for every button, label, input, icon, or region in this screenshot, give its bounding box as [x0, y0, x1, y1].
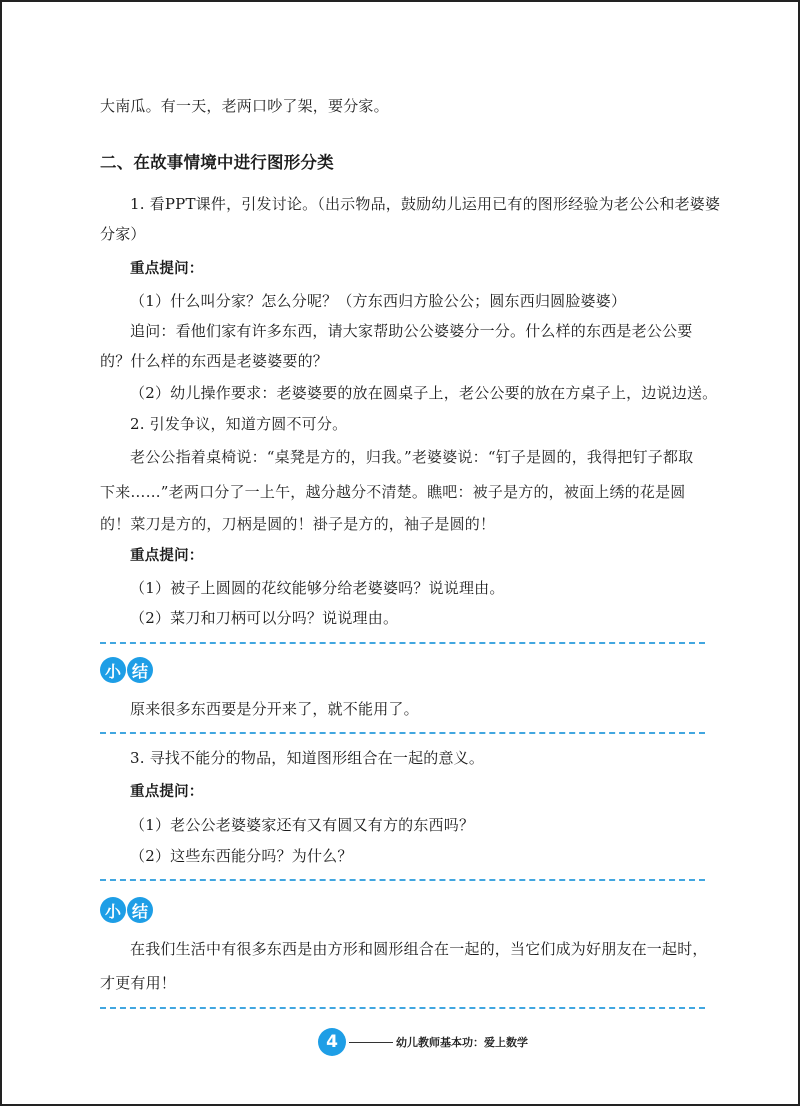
activity1-q1: （1）什么叫分家？怎么分呢？（方东西归方脸公公；圆东西归圆脸婆婆）: [130, 292, 627, 310]
activity1-q2: （2）幼儿操作要求：老婆婆要的放在圆桌子上，老公公要的放在方桌子上，边说边送。: [130, 384, 718, 402]
activity1-line2: 分家）: [100, 225, 146, 243]
key-question-label: 重点提问：: [130, 784, 204, 800]
page-footer: [318, 1028, 528, 1056]
summary-char-1: 小: [100, 657, 126, 683]
activity3-q1: （1）老公公老婆婆家还有又有圆又有方的东西吗？: [130, 816, 475, 834]
story-line1: 老公公指着桌椅说：“桌凳是方的，归我。”老婆婆说：“钉子是圆的，我得把钉子都取: [130, 448, 694, 466]
summary-title: [100, 895, 154, 925]
summary-char-1: 小: [100, 897, 126, 923]
activity2-q2: （2）菜刀和刀柄可以分吗？说说理由。: [130, 609, 399, 627]
activity3-line1: 3. 寻找不能分的物品，知道图形组合在一起的意义。: [130, 749, 485, 767]
activity2-line1: 2. 引发争议，知道方圆不可分。: [130, 415, 348, 433]
story-line2: 下来……”老两口分了一上午，越分越分不清楚。瞧吧：被子是方的，被面上绣的花是圆: [100, 483, 686, 501]
summary-title: [100, 655, 154, 685]
key-question-label: 重点提问：: [130, 261, 204, 277]
activity3-q2: （2）这些东西能分吗？为什么？: [130, 847, 353, 865]
activity1-line1: 1. 看PPT课件，引发讨论。（出示物品，鼓励幼儿运用已有的图形经验为老公公和老婆婆: [130, 195, 721, 213]
intro-line: 大南瓜。有一天，老两口吵了架，要分家。: [100, 97, 389, 115]
summary-char-2: 结: [127, 657, 153, 683]
book-title: 幼儿教师基本功：爱上数学: [396, 1036, 528, 1049]
summary-char-2: 结: [127, 897, 153, 923]
activity1-followup-line2: 的？什么样的东西是老婆婆要的？: [100, 352, 329, 370]
story-line3: 的！菜刀是方的，刀柄是圆的！褂子是方的，袖子是圆的！: [100, 515, 496, 533]
dashed-divider: [100, 732, 705, 734]
dashed-divider: [100, 879, 705, 881]
activity1-followup-line1: 追问：看他们家有许多东西，请大家帮助公公婆婆分一分。什么样的东西是老公公要: [130, 322, 693, 340]
page-number: 4: [318, 1028, 346, 1056]
summary1-text: 原来很多东西要是分开来了，就不能用了。: [130, 700, 419, 718]
summary2-text-line2: 才更有用！: [100, 974, 177, 992]
activity2-q1: （1）被子上圆圆的花纹能够分给老婆婆吗？说说理由。: [130, 579, 505, 597]
summary2-text-line1: 在我们生活中有很多东西是由方形和圆形组合在一起的，当它们成为好朋友在一起时，: [130, 940, 708, 958]
dashed-divider: [100, 642, 705, 644]
dashed-divider: [100, 1007, 705, 1009]
footer-rule: [349, 1042, 393, 1043]
key-question-label: 重点提问：: [130, 548, 204, 564]
section-heading: 二、在故事情境中进行图形分类: [100, 153, 334, 172]
